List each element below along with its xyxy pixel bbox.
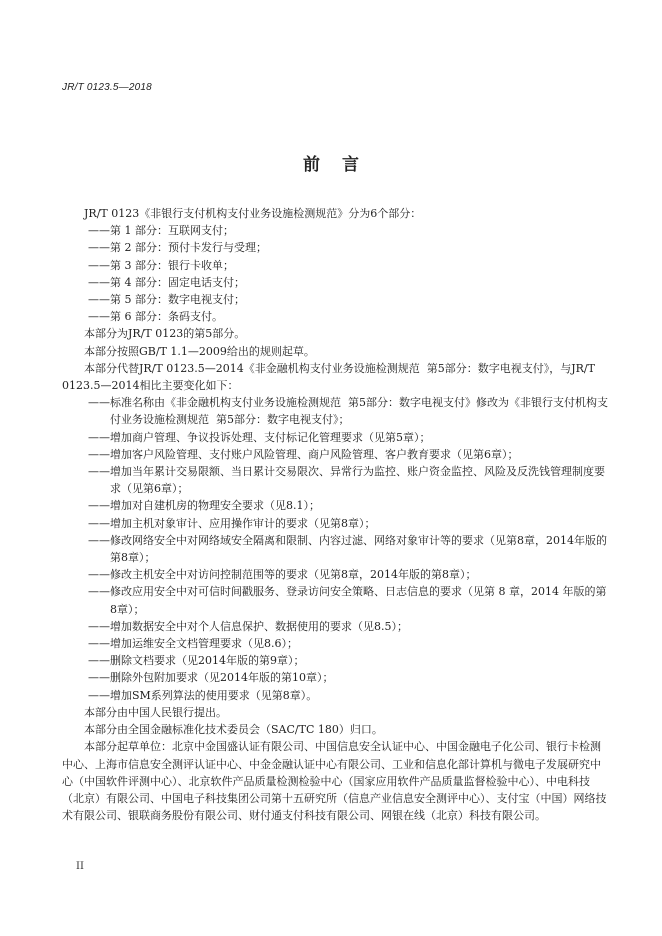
paragraph: 本部分由中国人民银行提出。: [84, 705, 227, 719]
list-item: ——删除文档要求（见2014年版的第9章）；: [88, 654, 305, 668]
list-item: ——增加当年累计交易限额、当日累计交易限次、异常行为监控、账户资金监控、风险及反洗钱管理制度要求（见第6章）；: [88, 465, 605, 496]
list-item: ——增加数据安全中对个人信息保护、数据使用的要求（见8.5）；: [88, 619, 408, 633]
paragraph: JR/T 0123《非银行支付机构支付业务设施检测规范》分为6个部分：: [84, 207, 422, 220]
list-item: ——修改网络安全中对网络域安全隔离和限制、内容过滤、网络对象审计等的要求（见第8章，2014年版的第8章）；: [88, 533, 607, 565]
list-item: ——第 3 部分：银行卡收单；: [88, 258, 234, 272]
list-item: ——增加SM系列算法的使用要求（见第8章）。: [88, 688, 318, 702]
list-item: ——增加主机对象审计、应用操作审计的要求（见第8章）；: [88, 516, 376, 530]
list-item: ——第 1 部分：互联网支付；: [88, 224, 234, 238]
paragraph: 本部分起草单位：北京中金国盛认证有限公司、中国信息安全认证中心、中国金融电子化公司、银行卡检测中心、上海市信息安全测评认证中心、中金金融认证中心有限公司、工业和信息化部计算机与微电子发展研究中心（中国软件评测中心）、北京软件产品质量检测检验中心（国家应用软件产品质量监督检验中心）、中电科技（北京）有限公司、中国电子科技集团公司第十五研究所（信息产业信息安全测评中心）、支付宝（中国）网络技术有限公司、银联商务股份有限公司、财付通支付科技有限公司、网银在线（北京）科技有限公司。: [62, 740, 607, 823]
paragraph: 本部分代替JR/T 0123.5—2014《非金融机构支付业务设施检测规范 第5部分：数字电视支付》，与JR/T 0123.5—2014相比主要变化如下：: [62, 361, 599, 393]
list-item: ——增加运维安全文档管理要求（见8.6）；: [88, 637, 298, 651]
list-item: ——修改应用安全中对可信时间戳服务、登录访问安全策略、日志信息的要求（见第 8 章，2014 年版的第8章）；: [88, 585, 607, 616]
list-item: ——标准名称由《非金融机构支付业务设施检测规范 第5部分：数字电视支付》修改为《非银行支付机构支付业务设施检测规范 第5部分：数字电视支付》；: [88, 396, 608, 427]
list-item: ——删除外包附加要求（见2014年版的第10章）；: [88, 671, 334, 685]
paragraph: 本部分为JR/T 0123的第5部分。: [84, 327, 246, 341]
list-item: ——第 6 部分：条码支付。: [88, 310, 223, 324]
document-code-header: JR/T 0123.5—2018: [62, 82, 152, 93]
page-title: 前言: [303, 155, 381, 175]
paragraph: 本部分由全国金融标准化技术委员会（SAC/TC 180）归口。: [84, 723, 383, 737]
document-body: [62, 205, 610, 824]
list-item: ——增加商户管理、争议投诉处理、支付标记化管理要求（见第5章）；: [88, 430, 431, 444]
page-number: II: [76, 861, 84, 872]
list-item: ——修改主机安全中对访问控制范围等的要求（见第8章，2014年版的第8章）；: [88, 568, 477, 582]
list-item: ——第 2 部分：预付卡发行与受理；: [88, 241, 267, 255]
list-item: ——第 4 部分：固定电话支付；: [88, 275, 245, 289]
paragraph: 本部分按照GB/T 1.1—2009给出的规则起草。: [84, 344, 315, 358]
list-item: ——增加对自建机房的物理安全要求（见8.1）；: [88, 499, 320, 513]
list-item: ——第 5 部分：数字电视支付；: [88, 293, 245, 307]
list-item: ——增加客户风险管理、支付账户风险管理、商户风险管理、客户教育要求（见第6章）；: [88, 447, 519, 461]
